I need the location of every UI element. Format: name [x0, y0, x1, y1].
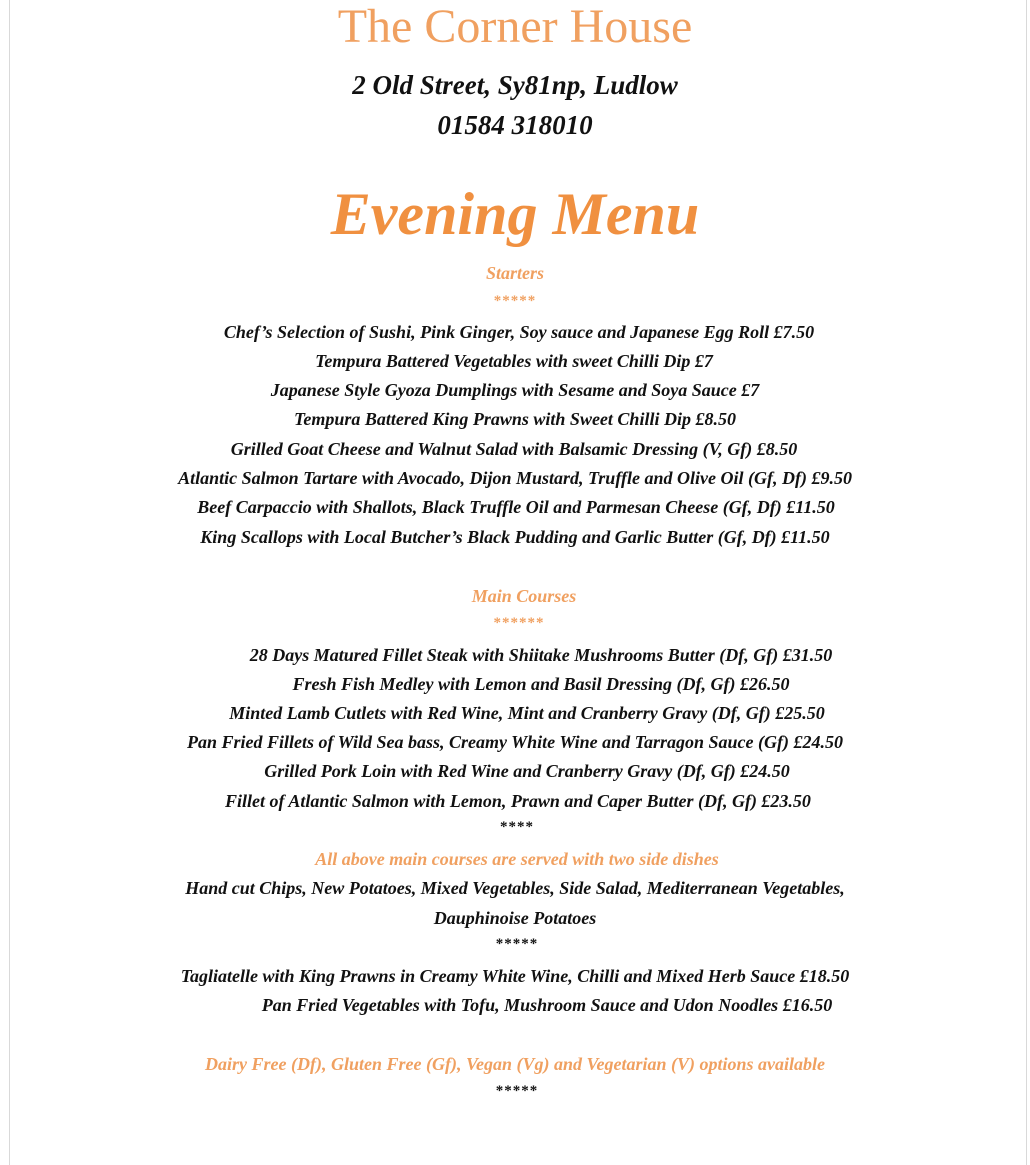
phone-number: 01584 318010: [437, 110, 593, 140]
dietary-note: Dairy Free (Df), Gluten Free (Gf), Vegan (Vg) and Vegetarian (V) options available: [205, 1054, 825, 1074]
main-item: Pan Fried Fillets of Wild Sea bass, Creamy White Wine and Tarragon Sauce (Gf) £24.50: [186, 732, 844, 752]
sides-divider: *****: [495, 936, 539, 952]
main-item: Fresh Fish Medley with Lemon and Basil Dressing (Df, Gf) £26.50: [292, 674, 790, 694]
mains-divider: ******: [493, 615, 545, 631]
sides-list-line-1: Hand cut Chips, New Potatoes, Mixed Vegetables, Side Salad, Mediterranean Vegetables,: [185, 878, 845, 898]
extra-main-item: Tagliatelle with King Prawns in Creamy White Wine, Chilli and Mixed Herb Sauce £18.50: [180, 966, 850, 986]
starter-item: Grilled Goat Cheese and Walnut Salad with Balsamic Dressing (V, Gf) £8.50: [230, 439, 798, 459]
extra-main-item: Pan Fried Vegetables with Tofu, Mushroom Sauce and Udon Noodles £16.50: [261, 995, 833, 1015]
starter-item: King Scallops with Local Butcher’s Black Pudding and Garlic Butter (Gf, Df) £11.50: [200, 527, 830, 547]
footer-divider: *****: [495, 1083, 539, 1099]
main-item: Grilled Pork Loin with Red Wine and Cranberry Gravy (Df, Gf) £24.50: [264, 761, 790, 781]
mains-end-divider: ****: [500, 819, 534, 835]
starters-heading: Starters: [485, 263, 545, 283]
sides-list-line-2: Dauphinoise Potatoes: [433, 908, 597, 928]
main-item: Fillet of Atlantic Salmon with Lemon, Prawn and Caper Butter (Df, Gf) £23.50: [225, 791, 811, 811]
page-left-edge: [9, 0, 10, 1165]
page-right-edge: [1026, 0, 1027, 1165]
starter-item: Chef’s Selection of Sushi, Pink Ginger, Soy sauce and Japanese Egg Roll £7.50: [223, 322, 815, 342]
starter-item: Atlantic Salmon Tartare with Avocado, Dijon Mustard, Truffle and Olive Oil (Gf, Df) £9.50: [178, 468, 852, 488]
restaurant-name: The Corner House: [337, 0, 693, 53]
main-item: 28 Days Matured Fillet Steak with Shiitake Mushrooms Butter (Df, Gf) £31.50: [249, 645, 833, 665]
starter-item: Tempura Battered King Prawns with Sweet Chilli Dip £8.50: [294, 409, 736, 429]
starter-item: Japanese Style Gyoza Dumplings with Sesame and Soya Sauce £7: [270, 380, 760, 400]
starters-divider: *****: [493, 293, 537, 309]
main-item: Minted Lamb Cutlets with Red Wine, Mint and Cranberry Gravy (Df, Gf) £25.50: [229, 703, 825, 723]
menu-title: Evening Menu: [330, 181, 700, 247]
sides-note: All above main courses are served with two side dishes: [315, 849, 719, 869]
starter-item: Beef Carpaccio with Shallots, Black Truffle Oil and Parmesan Cheese (Gf, Df) £11.50: [197, 497, 835, 517]
mains-heading: Main Courses: [471, 586, 577, 606]
starter-item: Tempura Battered Vegetables with sweet Chilli Dip £7: [315, 351, 713, 371]
address: 2 Old Street, Sy81np, Ludlow: [352, 70, 678, 100]
